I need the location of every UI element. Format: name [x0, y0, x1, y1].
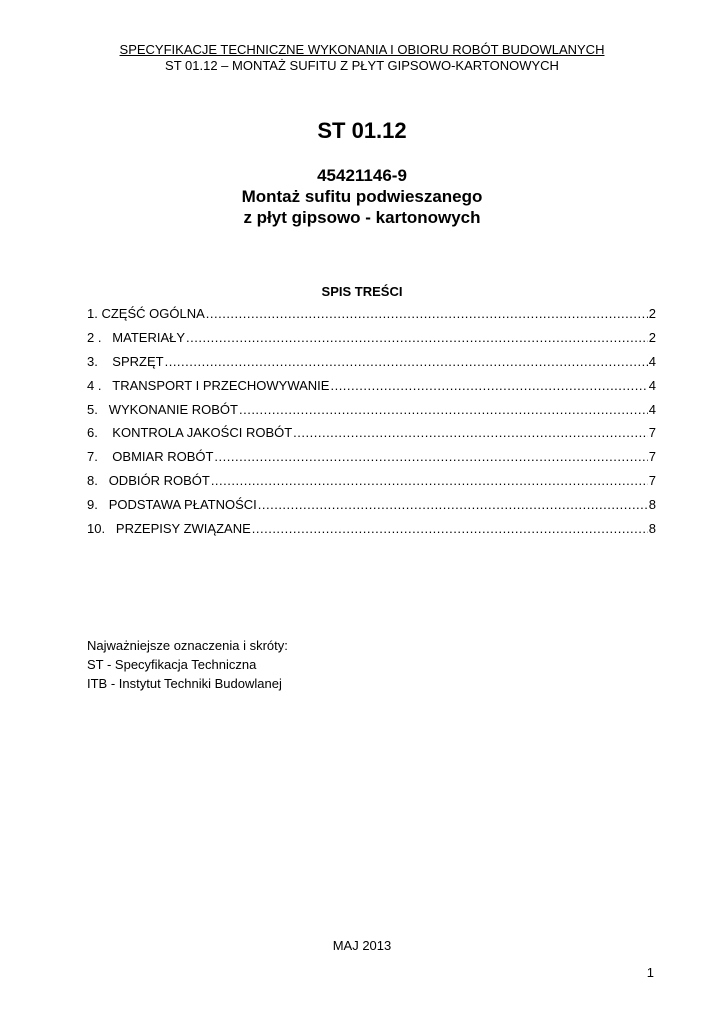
- toc-entry-number: 3.: [87, 353, 113, 369]
- toc-dot-leader: [206, 305, 648, 323]
- toc-entry-title: OBMIAR ROBÓT: [112, 449, 214, 465]
- toc-entry-page: 2: [648, 306, 656, 321]
- toc-dot-leader: [186, 329, 648, 347]
- toc-entry-title: ODBIÓR ROBÓT: [108, 473, 210, 489]
- toc-entry-number: 2 .: [87, 329, 113, 345]
- header-line-2: ST 01.12 – MONTAŻ SUFITU Z PŁYT GIPSOWO-KARTONOWYCH: [165, 58, 559, 73]
- toc-entry-number: 8.: [87, 473, 109, 489]
- page-header: [0, 42, 724, 74]
- toc-dot-leader: [330, 377, 647, 395]
- abbreviation-item: ITB - Instytut Techniki Budowlanej: [87, 676, 282, 691]
- toc-entry-page: 7: [648, 425, 656, 441]
- toc-entry: [87, 305, 656, 329]
- toc-entry: [87, 353, 656, 377]
- document-title: [0, 165, 724, 228]
- document-code: ST 01.12: [317, 118, 407, 143]
- toc-entry-number: 9.: [87, 497, 109, 513]
- toc-dot-leader: [165, 353, 648, 371]
- toc-entry-title: SPRZĘT: [112, 353, 164, 369]
- abbreviation-item: ST - Specyfikacja Techniczna: [87, 657, 257, 672]
- table-of-contents: [87, 305, 656, 544]
- toc-entry: [87, 401, 656, 425]
- cpv-code: 45421146-9: [317, 166, 407, 185]
- toc-entry: [87, 496, 656, 520]
- toc-entry-number: 6.: [87, 425, 113, 441]
- toc-entry-number: 7.: [87, 449, 113, 465]
- title-line-2: z płyt gipsowo - kartonowych: [243, 208, 481, 227]
- toc-dot-leader: [239, 401, 648, 419]
- toc-entry-page: 7: [648, 473, 656, 489]
- toc-entry: [87, 424, 656, 448]
- toc-entry: [87, 472, 656, 496]
- toc-heading: SPIS TREŚCI: [321, 284, 403, 299]
- toc-entry-page: 7: [648, 449, 656, 465]
- toc-entry-page: 4: [648, 401, 656, 417]
- toc-entry: [87, 520, 656, 544]
- header-line-1: SPECYFIKACJE TECHNICZNE WYKONANIA I OBIORU ROBÓT BUDOWLANYCH: [119, 42, 605, 57]
- title-line-1: Montaż sufitu podwieszanego: [241, 187, 483, 206]
- toc-entry-title: KONTROLA JAKOŚCI ROBÓT: [112, 425, 293, 441]
- toc-entry-title: PRZEPISY ZWIĄZANE: [115, 521, 251, 537]
- toc-dot-leader: [252, 520, 648, 538]
- abbreviations-section: [87, 636, 288, 693]
- page-number: 1: [646, 965, 654, 980]
- toc-entry-title: CZĘŚĆ OGÓLNA: [101, 306, 205, 321]
- toc-entry-title: MATERIAŁY: [112, 329, 186, 345]
- toc-entry-page: 8: [648, 497, 656, 513]
- toc-entry-page: 4: [648, 377, 656, 393]
- document-date: MAJ 2013: [332, 938, 392, 953]
- toc-entry-number: 5.: [87, 401, 109, 417]
- toc-entry-number: 4 .: [87, 377, 113, 393]
- abbreviations-heading: Najważniejsze oznaczenia i skróty:: [87, 638, 288, 653]
- toc-entry-page: 2: [648, 329, 656, 345]
- toc-entry-number: 10.: [87, 521, 116, 537]
- toc-entry-number: 1.: [87, 306, 102, 321]
- toc-entry: [87, 329, 656, 353]
- toc-entry: [87, 377, 656, 401]
- toc-dot-leader: [293, 424, 648, 442]
- toc-dot-leader: [211, 472, 648, 490]
- toc-entry-page: 8: [648, 521, 656, 537]
- toc-dot-leader: [258, 496, 648, 514]
- toc-entry-title: WYKONANIE ROBÓT: [108, 401, 238, 417]
- toc-entry-title: TRANSPORT I PRZECHOWYWANIE: [112, 377, 330, 393]
- toc-entry-title: PODSTAWA PŁATNOŚCI: [108, 497, 257, 513]
- toc-dot-leader: [214, 448, 647, 466]
- toc-entry-page: 4: [648, 353, 656, 369]
- toc-entry: [87, 448, 656, 472]
